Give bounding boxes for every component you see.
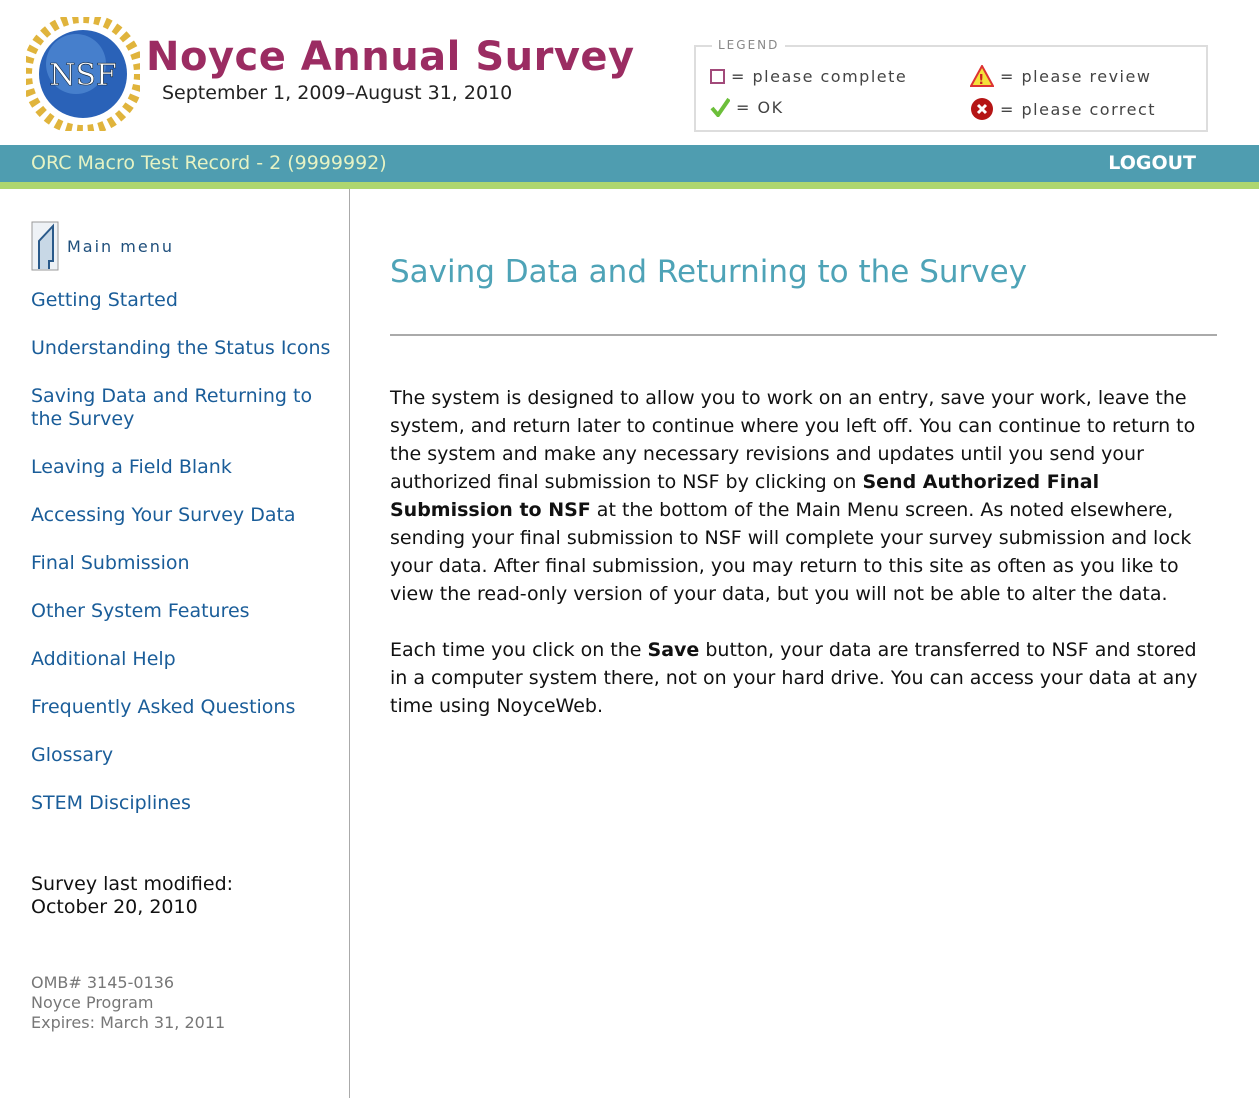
sidebar-item-glossary[interactable]: Glossary [31, 744, 114, 766]
sidebar-item-leaving-blank[interactable]: Leaving a Field Blank [31, 456, 232, 478]
record-bar [0, 145, 1259, 182]
divider [0, 182, 1259, 189]
home-door-icon [31, 221, 59, 271]
nsf-logo [26, 17, 140, 131]
sidebar-nav [31, 289, 331, 840]
svg-text:NSF: NSF [49, 58, 117, 93]
last-modified: Survey last modified: October 20, 2010 [31, 873, 234, 918]
warning-triangle-icon [970, 65, 994, 87]
sidebar-item-other-features[interactable]: Other System Features [31, 600, 250, 622]
empty-square-icon [710, 69, 725, 84]
svg-text:!: ! [978, 73, 986, 87]
checkmark-icon [710, 97, 730, 117]
sidebar-item-stem[interactable]: STEM Disciplines [31, 792, 191, 814]
record-name: ORC Macro Test Record - 2 (9999992) [31, 152, 387, 174]
header [0, 0, 1259, 145]
sidebar [0, 189, 350, 1098]
paragraph: Each time you click on the Save button, your data are transferred to NSF and stored in a computer system there, not on your hard drive. You can access your data at any time using NoyceWeb. [390, 639, 1198, 717]
sidebar-item-getting-started[interactable]: Getting Started [31, 289, 178, 311]
main-content [390, 189, 1217, 720]
logout-button[interactable]: LOGOUT [1108, 152, 1196, 174]
divider [390, 334, 1217, 336]
sidebar-item-faq[interactable]: Frequently Asked Questions [31, 696, 296, 718]
survey-dates: September 1, 2009–August 31, 2010 [162, 82, 513, 104]
sidebar-item-additional-help[interactable]: Additional Help [31, 648, 176, 670]
legend-item: = please correct [970, 97, 1156, 121]
paragraph: The system is designed to allow you to work on an entry, save your work, leave the system, and return later to continue where you left off. You can continue to return to the system and make any necessary revisions and updates until you send your authorized final submission to NSF by clicking on Send Authorized Final Submission to NSF at the bottom of the Main Menu screen. As noted elsewhere, sending your final submission to NSF will complete your survey submission and lock your data. After final submission, you may return to this site as often as you like to view the read-only version of your data, but you will not be able to alter the data. [390, 387, 1196, 605]
legend-title: LEGEND [712, 38, 785, 52]
legend-item: ! = please review [970, 65, 1151, 87]
sidebar-item-status-icons[interactable]: Understanding the Status Icons [31, 337, 331, 359]
legend-item: = please complete [710, 67, 907, 86]
page-title: Saving Data and Returning to the Survey [390, 254, 1028, 290]
omb-info: OMB# 3145-0136 Noyce Program Expires: March 31, 2011 [31, 973, 226, 1032]
sidebar-item-saving-data[interactable]: Saving Data and Returning to the Survey [31, 385, 313, 430]
legend [694, 38, 1208, 132]
app-title: Noyce Annual Survey [146, 34, 635, 80]
legend-item: = OK [710, 97, 784, 117]
sidebar-item-accessing-data[interactable]: Accessing Your Survey Data [31, 504, 296, 526]
main-menu-link[interactable]: Main menu [31, 221, 174, 271]
sidebar-item-final-submission[interactable]: Final Submission [31, 552, 190, 574]
red-x-icon [970, 97, 994, 121]
